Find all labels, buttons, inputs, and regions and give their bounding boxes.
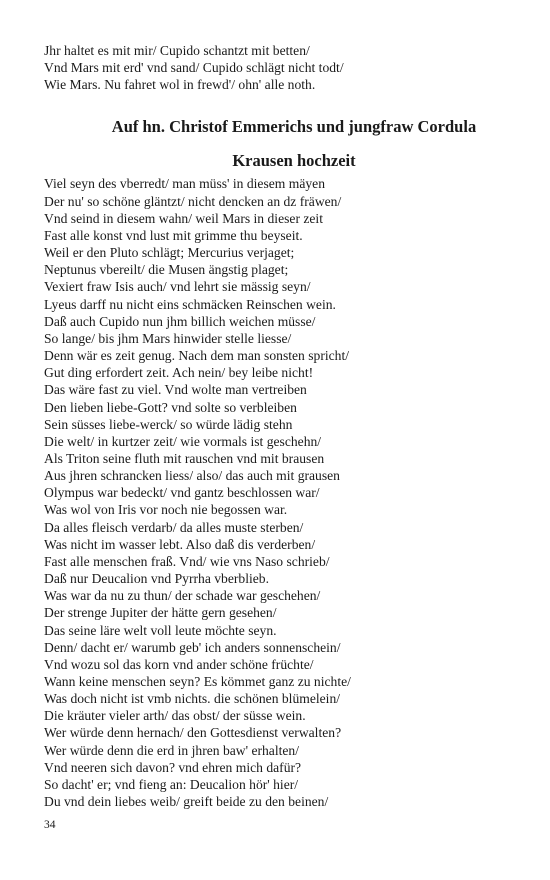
verse-line: Der strenge Jupiter der hätte gern gesehen/ [44,605,277,621]
verse-line: Vnd seind in diesem wahn/ weil Mars in dieser zeit [44,210,323,226]
verse-line: Wer würde denn die erd in jhren baw' erhalten/ [44,742,300,758]
verse-line: Daß nur Deucalion vnd Pyrrha vberblieb. [44,571,269,587]
verse-line: Aus jhren schrancken liess/ also/ das auch mit grausen [44,468,340,484]
verse-line: Fast alle konst vnd lust mit grimme thu beyseit. [44,227,303,243]
verse-line: Du vnd dein liebes weib/ greift beide zu den beinen/ [44,794,329,810]
verse-line: Den lieben liebe-Gott? vnd solte so verbleiben [44,399,297,415]
poem-body [44,175,514,810]
verse-line: Als Triton seine fluth mit rauschen vnd mit brausen [44,450,325,466]
verse-line: Wann keine menschen seyn? Es kömmet ganz zu nichte/ [44,674,351,689]
verse-line: Viel seyn des vberredt/ man müss' in diesem mäyen [44,176,325,192]
verse-line: Fast alle menschen fraß. Vnd/ wie vns Naso schrieb/ [44,553,330,569]
verse-line: Da alles fleisch verdarb/ da alles muste sterben/ [44,519,304,535]
verse-line: Vexiert fraw Isis auch/ vnd lehrt sie mässig seyn/ [44,279,311,295]
verse-line: Der nu' so schöne gläntzt/ nicht dencken an dz fräwen/ [44,193,342,209]
page-text-block [44,42,514,810]
verse-line: Olympus war bedeckt/ vnd gantz beschlossen war/ [44,485,320,501]
poem-title-line-1: Auf hn. Christof Emmerichs und jungfraw Cordula [111,117,477,137]
verse-line: Lyeus darff nu nicht eins schmäcken Reinschen wein. [44,296,336,312]
verse-line: Weil er den Pluto schlägt; Mercurius verjaget; [44,245,295,261]
verse-line: Denn wär es zeit genug. Nach dem man sonsten spricht/ [44,348,350,364]
verse-line: Was war da nu zu thun/ der schade war geschehen/ [44,588,321,604]
verse-line: Die welt/ in kurtzer zeit/ wie vormals ist geschehn/ [44,433,322,449]
verse-line: Was doch nicht ist vmb nichts. die schönen blümelein/ [44,691,341,707]
verse-line: Neptunus vbereilt/ die Musen ängstig plaget; [44,262,289,278]
verse-line: Wie Mars. Nu fahret wol in frewd'/ ohn' alle noth. [44,77,316,93]
verse-line: Sein süsses liebe-werck/ so würde lädig stehn [44,416,293,432]
poem-title-line-2: Krausen hochzeit [232,151,356,171]
verse-line: Was nicht im wasser lebt. Also daß dis verderben/ [44,536,316,552]
verse-line: Das wäre fast zu viel. Vnd wolte man vertreiben [44,382,307,398]
verse-line: Die kräuter vieler arth/ das obst/ der süsse wein. [44,708,306,724]
verse-line: So lange/ bis jhm Mars hinwider stelle liesse/ [44,330,292,346]
verse-line: Vnd Mars mit erd' vnd sand/ Cupido schlägt nicht todt/ [44,60,344,76]
verse-line: Vnd neeren sich davon? vnd ehren mich dafür? [44,759,302,775]
verse-line: Daß auch Cupido nun jhm billich weichen müsse/ [44,313,316,329]
verse-line: Vnd wozu sol das korn vnd ander schöne früchte/ [44,656,314,672]
verse-line: Wer würde denn hernach/ den Gottesdienst verwalten? [44,725,342,741]
verse-line: Was wol von Iris vor noch nie begossen war. [44,502,288,518]
verse-line: Jhr haltet es mit mir/ Cupido schantzt mit betten/ [44,43,310,58]
verse-line: Gut ding erfordert zeit. Ach nein/ bey leibe nicht! [44,365,314,381]
verse-line: So dacht' er; vnd fieng an: Deucalion hör' hier/ [44,776,299,792]
verse-line: Denn/ dacht er/ warumb geb' ich anders sonnenschein/ [44,639,341,655]
page-number: 34 [44,819,56,831]
verse-line: Das seine läre welt voll leute möchte seyn. [44,622,277,638]
previous-poem-ending [44,42,514,93]
